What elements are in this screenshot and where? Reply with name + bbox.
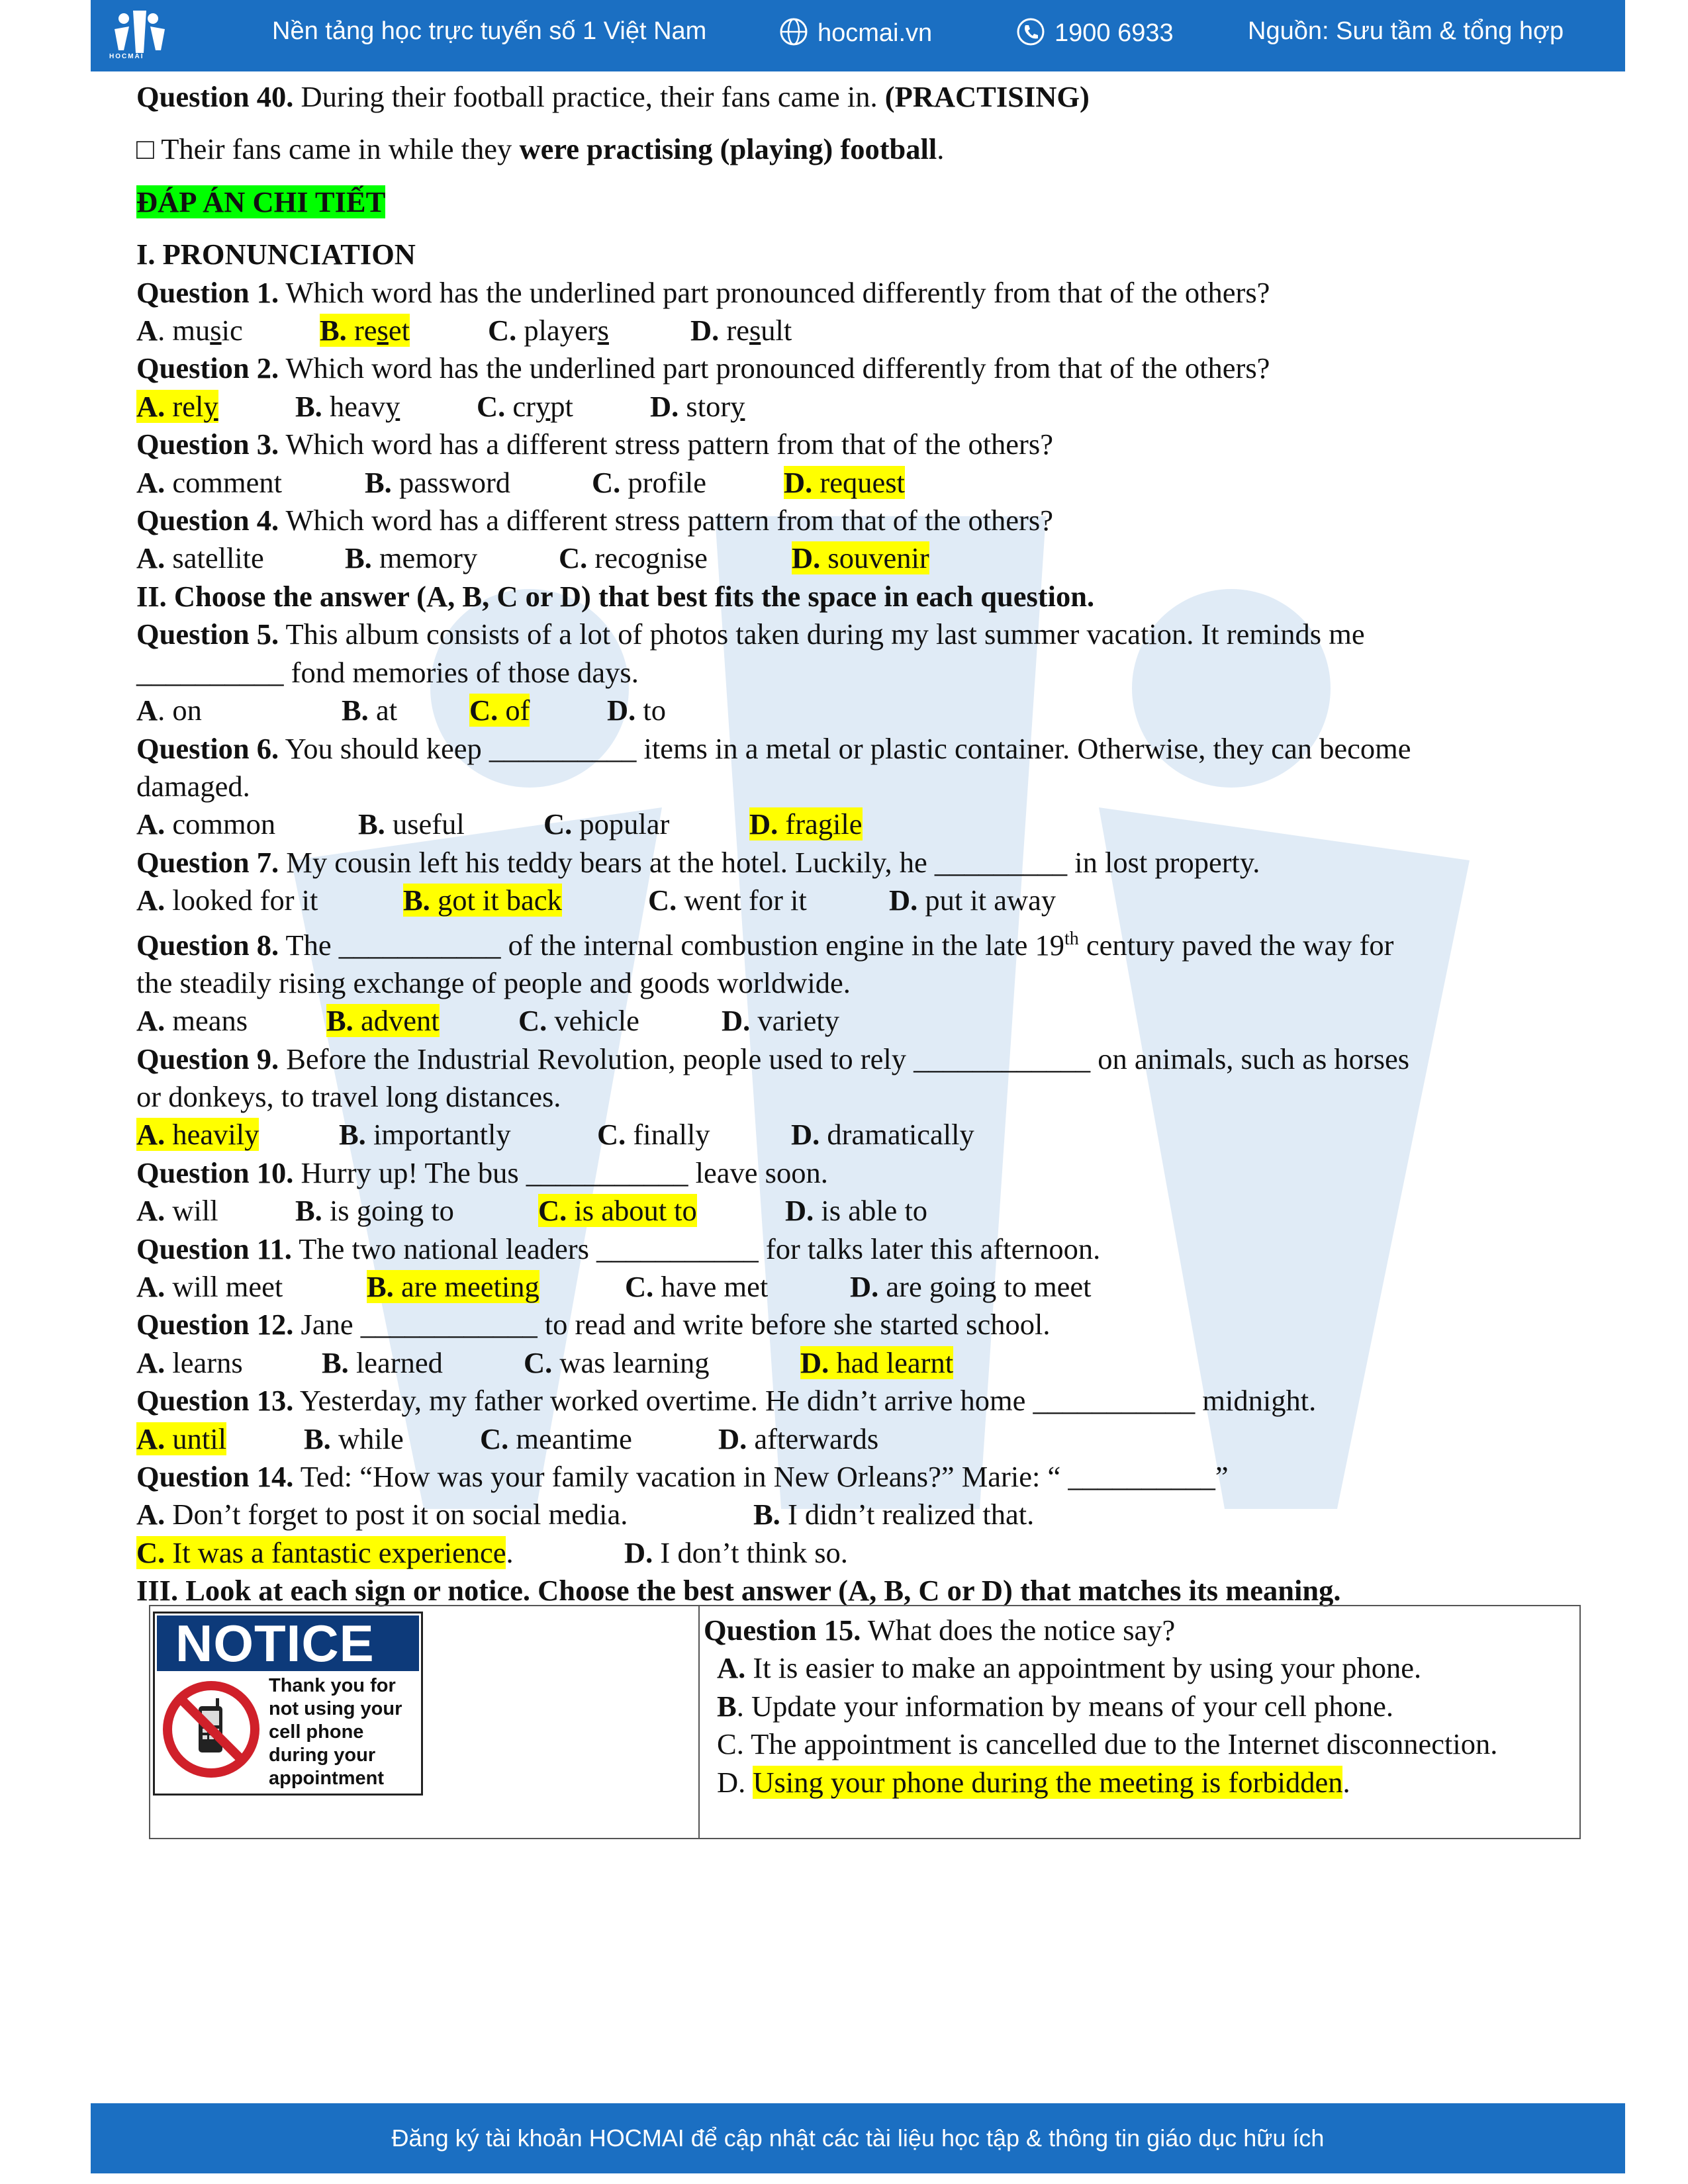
section-3-heading: III. Look at each sign or notice. Choose the best answer (A, B, C or D) that matches its meaning. xyxy=(136,1574,1341,1608)
q5-option-a: A. on xyxy=(136,694,202,727)
q5-options xyxy=(136,692,1593,729)
section-2-heading: II. Choose the answer (A, B, C or D) that best fits the space in each question. xyxy=(136,579,1095,613)
q9-option-b: B. importantly xyxy=(339,1118,511,1152)
q12-options xyxy=(136,1344,1593,1382)
q8-stem: Question 8. The ___________ of the internal combustion engine in the late 19th century paved the way for xyxy=(136,928,1394,962)
q4-option-d: D. souvenir xyxy=(792,541,929,575)
q11-option-a: A. will meet xyxy=(136,1270,283,1304)
q8-option-a: A. means xyxy=(136,1004,248,1038)
q4-stem: Question 4. Which word has a different stress pattern from that of the others? xyxy=(136,504,1053,537)
q10-options xyxy=(136,1192,1593,1230)
q14-option-c: C. It was a fantastic experience. xyxy=(136,1535,514,1569)
q11-option-c: C. have met xyxy=(625,1270,769,1304)
q6-option-a: A. common xyxy=(136,807,276,841)
q7-options xyxy=(136,882,1593,919)
globe-icon xyxy=(779,17,808,46)
q4-option-c: C. recognise xyxy=(559,541,708,575)
no-cell-phone-icon xyxy=(162,1680,261,1779)
footer-text: Đăng ký tài khoản HOCMAI để cập nhật các tài liệu học tập & thông tin giáo dục hữu ích xyxy=(391,2124,1325,2152)
q11-options xyxy=(136,1268,1593,1306)
q14-option-d: D. I don’t think so. xyxy=(624,1535,848,1569)
q14-option-a: A. Don’t forget to post it on social media. xyxy=(136,1498,628,1531)
website-text: hocmai.vn xyxy=(818,19,933,47)
logo-text: HOCMAI xyxy=(109,53,144,60)
q6-stem-2: damaged. xyxy=(136,769,250,803)
q9-option-a: A. heavily xyxy=(136,1118,259,1152)
q1-option-a: A. music xyxy=(136,314,243,347)
q8-stem-2: the steadily rising exchange of people and goods worldwide. xyxy=(136,966,851,999)
q10-option-a: A. will xyxy=(136,1194,218,1228)
q7-option-a: A. looked for it xyxy=(136,884,318,917)
q3-option-c: C. profile xyxy=(592,465,707,499)
q2-stem: Question 2. Which word has the underlined part pronounced differently from that of the others? xyxy=(136,351,1270,385)
q8-option-b: B. advent xyxy=(326,1004,440,1038)
q7-option-b: B. got it back xyxy=(403,884,562,917)
q9-options xyxy=(136,1116,1593,1154)
q9-stem: Question 9. Before the Industrial Revolution, people used to rely ____________ on animals, such as horses xyxy=(136,1042,1410,1075)
q14-options-2 xyxy=(136,1534,1593,1572)
q9-stem-2: or donkeys, to travel long distances. xyxy=(136,1079,561,1113)
q9-option-d: D. dramatically xyxy=(791,1118,974,1152)
q10-option-d: D. is able to xyxy=(785,1194,928,1228)
q7-option-c: C. went for it xyxy=(648,884,807,917)
q9-option-c: C. finally xyxy=(597,1118,710,1152)
q13-stem: Question 13. Yesterday, my father worked overtime. He didn’t arrive home ___________ midnight. xyxy=(136,1384,1317,1418)
q13-option-d: D. afterwards xyxy=(718,1422,879,1455)
header-bar xyxy=(91,0,1625,71)
q8-option-c: C. vehicle xyxy=(518,1004,639,1038)
q5-stem: Question 5. This album consists of a lot of photos taken during my last summer vacation. It reminds me xyxy=(136,617,1365,651)
answer-heading: ĐÁP ÁN CHI TIẾT xyxy=(136,185,386,218)
q1-option-d: D. result xyxy=(690,314,792,347)
q11-option-b: B. are meeting xyxy=(367,1270,539,1304)
q3-option-d: D. request xyxy=(784,465,905,499)
q12-option-c: C. was learning xyxy=(524,1345,710,1379)
q5-option-b: B. at xyxy=(342,694,398,727)
q2-option-b: B. heavy xyxy=(295,389,400,423)
q10-option-c: C. is about to xyxy=(538,1194,697,1228)
q13-options xyxy=(136,1420,1593,1458)
q6-option-c: C. popular xyxy=(543,807,670,841)
arrow-box-icon: □ xyxy=(136,132,154,166)
footer-bar[interactable] xyxy=(91,2103,1625,2173)
document-content xyxy=(136,78,1593,1610)
q6-option-d: D. fragile xyxy=(749,807,863,841)
q40: Question 40. During their football practice, their fans came in. (PRACTISING) xyxy=(136,80,1090,113)
q8-options xyxy=(136,1002,1593,1040)
q7-stem: Question 7. My cousin left his teddy bears at the hotel. Luckily, he _________ in lost property. xyxy=(136,845,1260,879)
q6-options xyxy=(136,805,1593,843)
q13-option-c: C. meantime xyxy=(480,1422,632,1455)
q12-option-a: A. learns xyxy=(136,1345,243,1379)
q2-option-d: D. story xyxy=(650,389,745,423)
header-slogan: Nền tảng học trực tuyến số 1 Việt Nam xyxy=(272,17,707,45)
q13-option-b: B. while xyxy=(304,1422,404,1455)
q5-option-d: D. to xyxy=(607,694,667,727)
header-source: Nguồn: Sưu tầm & tổng hợp xyxy=(1248,17,1564,45)
q6-option-b: B. useful xyxy=(358,807,465,841)
q6-stem: Question 6. You should keep __________ items in a metal or plastic container. Otherwise, they can become xyxy=(136,731,1411,765)
phone-text: 1900 6933 xyxy=(1055,19,1174,47)
q4-option-b: B. memory xyxy=(345,541,478,575)
q15-option-a: A. It is easier to make an appointment by using your phone. xyxy=(717,1651,1422,1685)
q2-options xyxy=(136,388,1593,426)
q3-options xyxy=(136,464,1593,502)
q15-stem: Question 15. What does the notice say? xyxy=(704,1614,1176,1647)
q3-option-a: A. comment xyxy=(136,465,282,499)
q1-stem: Question 1. Which word has the underlined part pronounced differently from that of the others? xyxy=(136,275,1270,309)
q3-option-b: B. password xyxy=(365,465,511,499)
header-phone[interactable] xyxy=(1016,17,1174,48)
q11-stem: Question 11. The two national leaders ___________ for talks later this afternoon. xyxy=(136,1232,1101,1265)
q8-option-d: D. variety xyxy=(722,1004,839,1038)
q13-option-a: A. until xyxy=(136,1422,226,1455)
q14-options-1 xyxy=(136,1496,1593,1533)
q1-option-b: B. reset xyxy=(320,314,410,347)
q14-stem: Question 14. Ted: “How was your family vacation in New Orleans?” Marie: “ __________” xyxy=(136,1460,1229,1494)
q7-option-d: D. put it away xyxy=(889,884,1056,917)
notice-sign xyxy=(153,1612,423,1796)
q15-option-d: D. Using your phone during the meeting is forbidden. xyxy=(717,1765,1350,1799)
notice-sign-title: NOTICE xyxy=(157,1615,419,1671)
q15-sign-cell xyxy=(150,1606,699,1839)
q5-stem-2: __________ fond memories of those days. xyxy=(136,655,639,689)
q3-stem: Question 3. Which word has a different stress pattern from that of the others? xyxy=(136,428,1053,461)
q10-stem: Question 10. Hurry up! The bus ___________ leave soon. xyxy=(136,1156,828,1189)
q14-option-b: B. I didn’t realized that. xyxy=(753,1498,1035,1531)
header-website[interactable] xyxy=(779,17,932,48)
q2-option-a: A. rely xyxy=(136,389,218,423)
q1-options xyxy=(136,312,1593,349)
q40-answer: □ Their fans came in while they were practising (playing) football. xyxy=(136,132,945,166)
q1-option-c: C. players xyxy=(488,314,609,347)
q15-question-cell xyxy=(699,1606,1580,1839)
q10-option-b: B. is going to xyxy=(295,1194,454,1228)
q15-table xyxy=(149,1605,1581,1839)
q4-options xyxy=(136,539,1593,577)
phone-icon xyxy=(1016,17,1045,46)
q12-option-b: B. learned xyxy=(322,1345,443,1379)
section-1-heading: I. PRONUNCIATION xyxy=(136,238,416,271)
q5-option-c: C. of xyxy=(469,694,530,727)
q15-option-c: C. The appointment is cancelled due to the Internet disconnection. xyxy=(717,1727,1498,1761)
q4-option-a: A. satellite xyxy=(136,541,264,575)
q12-option-d: D. had learnt xyxy=(800,1345,954,1379)
q2-option-c: C. crypt xyxy=(477,389,573,423)
q11-option-d: D. are going to meet xyxy=(850,1270,1092,1304)
notice-sign-text: Thank you for not using your cell phone during your appointment xyxy=(269,1675,402,1789)
q15-option-b: B. Update your information by means of your cell phone. xyxy=(717,1689,1394,1723)
q12-stem: Question 12. Jane ____________ to read and write before she started school. xyxy=(136,1308,1051,1342)
